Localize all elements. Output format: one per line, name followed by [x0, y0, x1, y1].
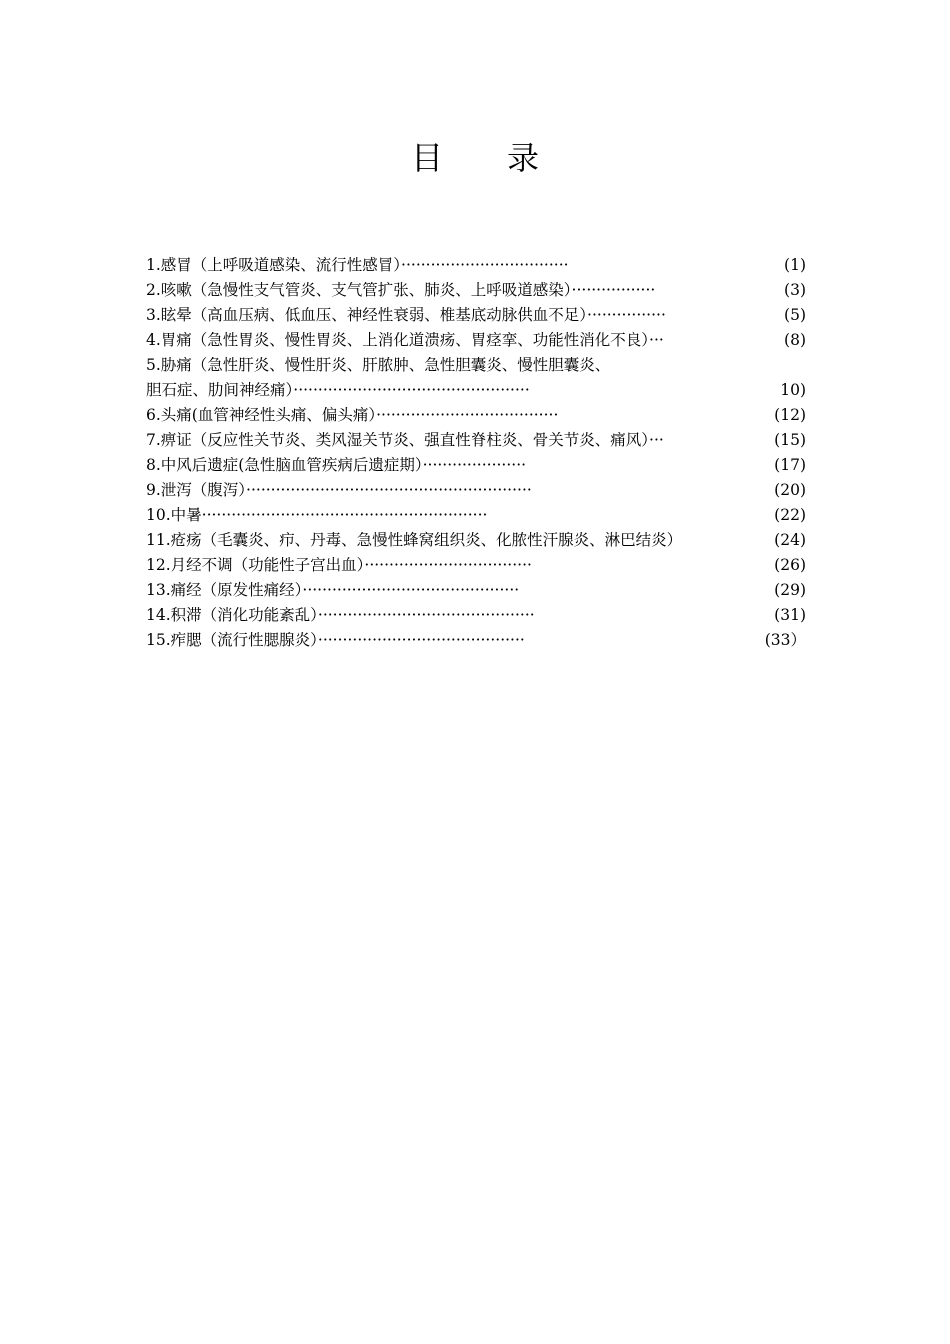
toc-row-5[interactable]	[146, 353, 806, 378]
toc-page-number: (8)	[784, 331, 806, 349]
toc-page-number: (12)	[774, 406, 806, 424]
toc-entry-title: 13.痛经（原发性痛经）	[146, 581, 303, 599]
toc-leader-dots: ··········································	[317, 631, 525, 649]
page-title	[0, 136, 950, 180]
toc-entry-title: 胆石症、肋间神经痛）	[146, 381, 294, 399]
toc-row-4[interactable]	[146, 328, 806, 353]
toc-entry-title: 4.胃痛（急性胃炎、慢性胃炎、上消化道溃疡、胃痉挛、功能性消化不良）	[146, 331, 650, 349]
toc-row-1[interactable]	[146, 253, 806, 278]
toc-row-15[interactable]	[146, 628, 806, 653]
toc-page-number: (31)	[774, 606, 806, 624]
toc-leader-dots: ············································	[317, 606, 535, 624]
toc-entry-title: 14.积滞（消化功能紊乱）	[146, 606, 318, 624]
toc-entry-title: 15.痄腮（流行性腮腺炎）	[146, 631, 318, 649]
toc-leader-dots: ··································	[364, 556, 532, 574]
toc-page-number: (33）	[764, 631, 806, 649]
toc-entry-title: 12.月经不调（功能性子宫出血）	[146, 556, 365, 574]
toc-entry-title: 5.胁痛（急性肝炎、慢性肝炎、肝脓肿、急性胆囊炎、慢性胆囊炎、	[146, 356, 611, 374]
toc-page-number: (17)	[774, 456, 806, 474]
toc-entry-title: 3.眩晕（高血压病、低血压、神经性衰弱、椎基底动脉供血不足）	[146, 306, 588, 324]
toc-page-number: 10)	[780, 381, 806, 399]
toc-leader-dots: ············································	[302, 581, 520, 599]
toc-row-2[interactable]	[146, 278, 806, 303]
toc-page-number: (29)	[774, 581, 806, 599]
toc-page-number: (1)	[784, 256, 806, 274]
toc-row-13[interactable]	[146, 578, 806, 603]
toc-entry-title: 7.痹证（反应性关节炎、类风湿关节炎、强直性脊柱炎、骨关节炎、痛风）	[146, 431, 650, 449]
toc-row-12[interactable]	[146, 553, 806, 578]
toc-row-6[interactable]	[146, 403, 806, 428]
table-of-contents	[146, 253, 806, 653]
toc-row-10[interactable]	[146, 503, 806, 528]
toc-row-9[interactable]	[146, 478, 806, 503]
toc-entry-title: 2.咳嗽（急慢性支气管炎、支气管扩张、肺炎、上呼吸道感染）	[146, 281, 572, 299]
toc-page-number: (22)	[774, 506, 806, 524]
toc-entry-title: 9.泄泻（腹泻）	[146, 481, 247, 499]
toc-leader-dots: ················································	[293, 381, 530, 399]
toc-leader-dots: ···	[649, 331, 664, 349]
toc-leader-dots: ···	[649, 431, 664, 449]
toc-leader-dots: ··························································	[246, 481, 532, 499]
title-char-1: 目	[410, 139, 443, 177]
toc-row-3[interactable]	[146, 303, 806, 328]
toc-row-7[interactable]	[146, 428, 806, 453]
toc-row-8[interactable]	[146, 453, 806, 478]
toc-leader-dots: ··························································	[201, 506, 488, 524]
toc-leader-dots: ··································	[401, 256, 569, 274]
toc-entry-title: 1.感冒（上呼吸道感染、流行性感冒）	[146, 256, 402, 274]
toc-row-14[interactable]	[146, 603, 806, 628]
toc-entry-title: 11.疮疡（毛囊炎、疖、丹毒、急慢性蜂窝组织炎、化脓性汗腺炎、淋巴结炎）	[146, 531, 683, 549]
toc-page-number: (20)	[774, 481, 806, 499]
toc-page-number: (3)	[784, 281, 806, 299]
toc-entry-title: 10.中暑	[146, 506, 202, 524]
title-char-2: 录	[507, 139, 540, 177]
toc-entry-title: 8.中风后遗症(急性脑血管疾病后遗症期）	[146, 456, 423, 474]
toc-leader-dots: ·················	[571, 281, 656, 299]
toc-leader-dots: ·····················	[422, 456, 527, 474]
toc-row-11[interactable]	[146, 528, 806, 553]
toc-page-number: (5)	[784, 306, 806, 324]
toc-leader-dots: ················	[587, 306, 666, 324]
toc-entry-title: 6.头痛(血管神经性头痛、偏头痛）	[146, 406, 377, 424]
toc-page-number: (26)	[774, 556, 806, 574]
toc-page-number: (24)	[774, 531, 806, 549]
toc-leader-dots: ·····································	[376, 406, 559, 424]
toc-page-number: (15)	[774, 431, 806, 449]
toc-row-5-continued[interactable]	[146, 378, 806, 403]
